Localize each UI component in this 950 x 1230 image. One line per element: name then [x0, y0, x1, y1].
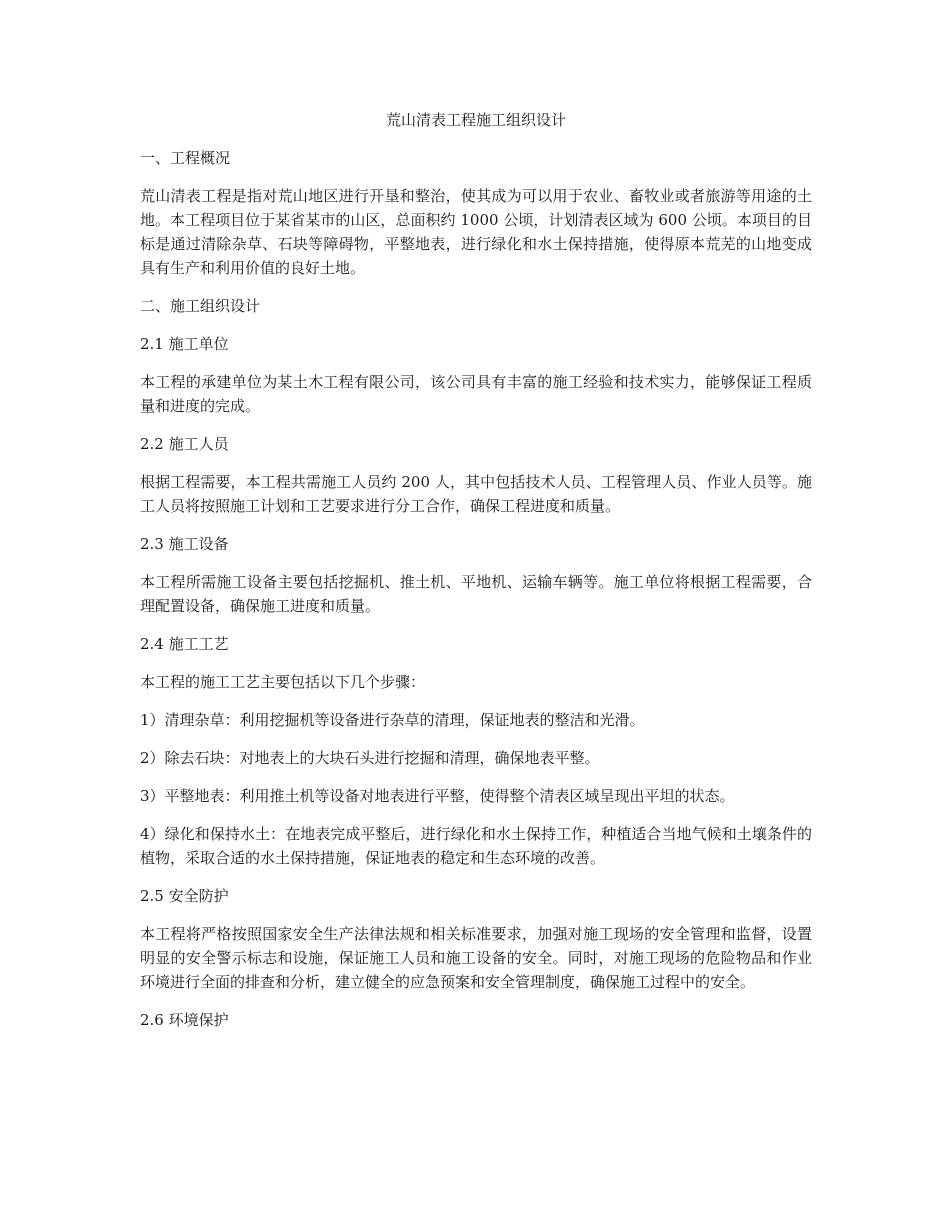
- document-title: 荒山清表工程施工组织设计: [385, 111, 566, 129]
- section-heading-overview: 一、工程概况: [140, 149, 231, 167]
- subsection-heading-environment: 2.6 环境保护: [140, 1011, 229, 1029]
- section-heading-organization: 二、施工组织设计: [140, 297, 261, 315]
- list-item-step-3: 3）平整地表：利用推土机等设备对地表进行平整，使得整个清表区域呈现出平坦的状态。: [140, 787, 735, 805]
- document-page: [140, 108, 812, 1046]
- subsection-heading-process: 2.4 施工工艺: [140, 635, 229, 653]
- paragraph-equipment: 本工程所需施工设备主要包括挖掘机、推土机、平地机、运输车辆等。施工单位将根据工程需要，合理配置设备，确保施工进度和质量。: [140, 573, 812, 615]
- paragraph-personnel: 根据工程需要，本工程共需施工人员约 200 人，其中包括技术人员、工程管理人员、作业人员等。施工人员将按照施工计划和工艺要求进行分工合作，确保工程进度和质量。: [140, 473, 812, 515]
- list-item-step-4: 4）绿化和保持水土：在地表完成平整后，进行绿化和水土保持工作，种植适合当地气候和土壤条件的植物，采取合适的水土保持措施，保证地表的稳定和生态环境的改善。: [140, 825, 812, 867]
- subsection-heading-unit: 2.1 施工单位: [140, 335, 229, 353]
- subsection-heading-safety: 2.5 安全防护: [140, 887, 229, 905]
- list-item-step-1: 1）清理杂草：利用挖掘机等设备进行杂草的清理，保证地表的整洁和光滑。: [140, 711, 645, 729]
- paragraph-unit: 本工程的承建单位为某土木工程有限公司，该公司具有丰富的施工经验和技术实力，能够保证工程质量和进度的完成。: [140, 373, 812, 415]
- subsection-heading-personnel: 2.2 施工人员: [140, 435, 229, 453]
- list-item-step-2: 2）除去石块：对地表上的大块石头进行挖掘和清理，确保地表平整。: [140, 749, 600, 767]
- paragraph-overview: 荒山清表工程是指对荒山地区进行开垦和整治，使其成为可以用于农业、畜牧业或者旅游等用途的土地。本工程项目位于某省某市的山区，总面积约 1000 公顷，计划清表区域为 600 公顷。本项目的目标是通过清除杂草、石块等障碍物，平整地表，进行绿化和水土保持措施，使得原本荒芜的山地变成具有生产和利用价值的良好土地。: [140, 187, 812, 277]
- paragraph-safety: 本工程将严格按照国家安全生产法律法规和相关标准要求，加强对施工现场的安全管理和监督，设置明显的安全警示标志和设施，保证施工人员和施工设备的安全。同时，对施工现场的危险物品和作业环境进行全面的排查和分析，建立健全的应急预案和安全管理制度，确保施工过程中的安全。: [140, 925, 812, 991]
- subsection-heading-equipment: 2.3 施工设备: [140, 535, 229, 553]
- paragraph-process-intro: 本工程的施工工艺主要包括以下几个步骤：: [140, 673, 426, 691]
